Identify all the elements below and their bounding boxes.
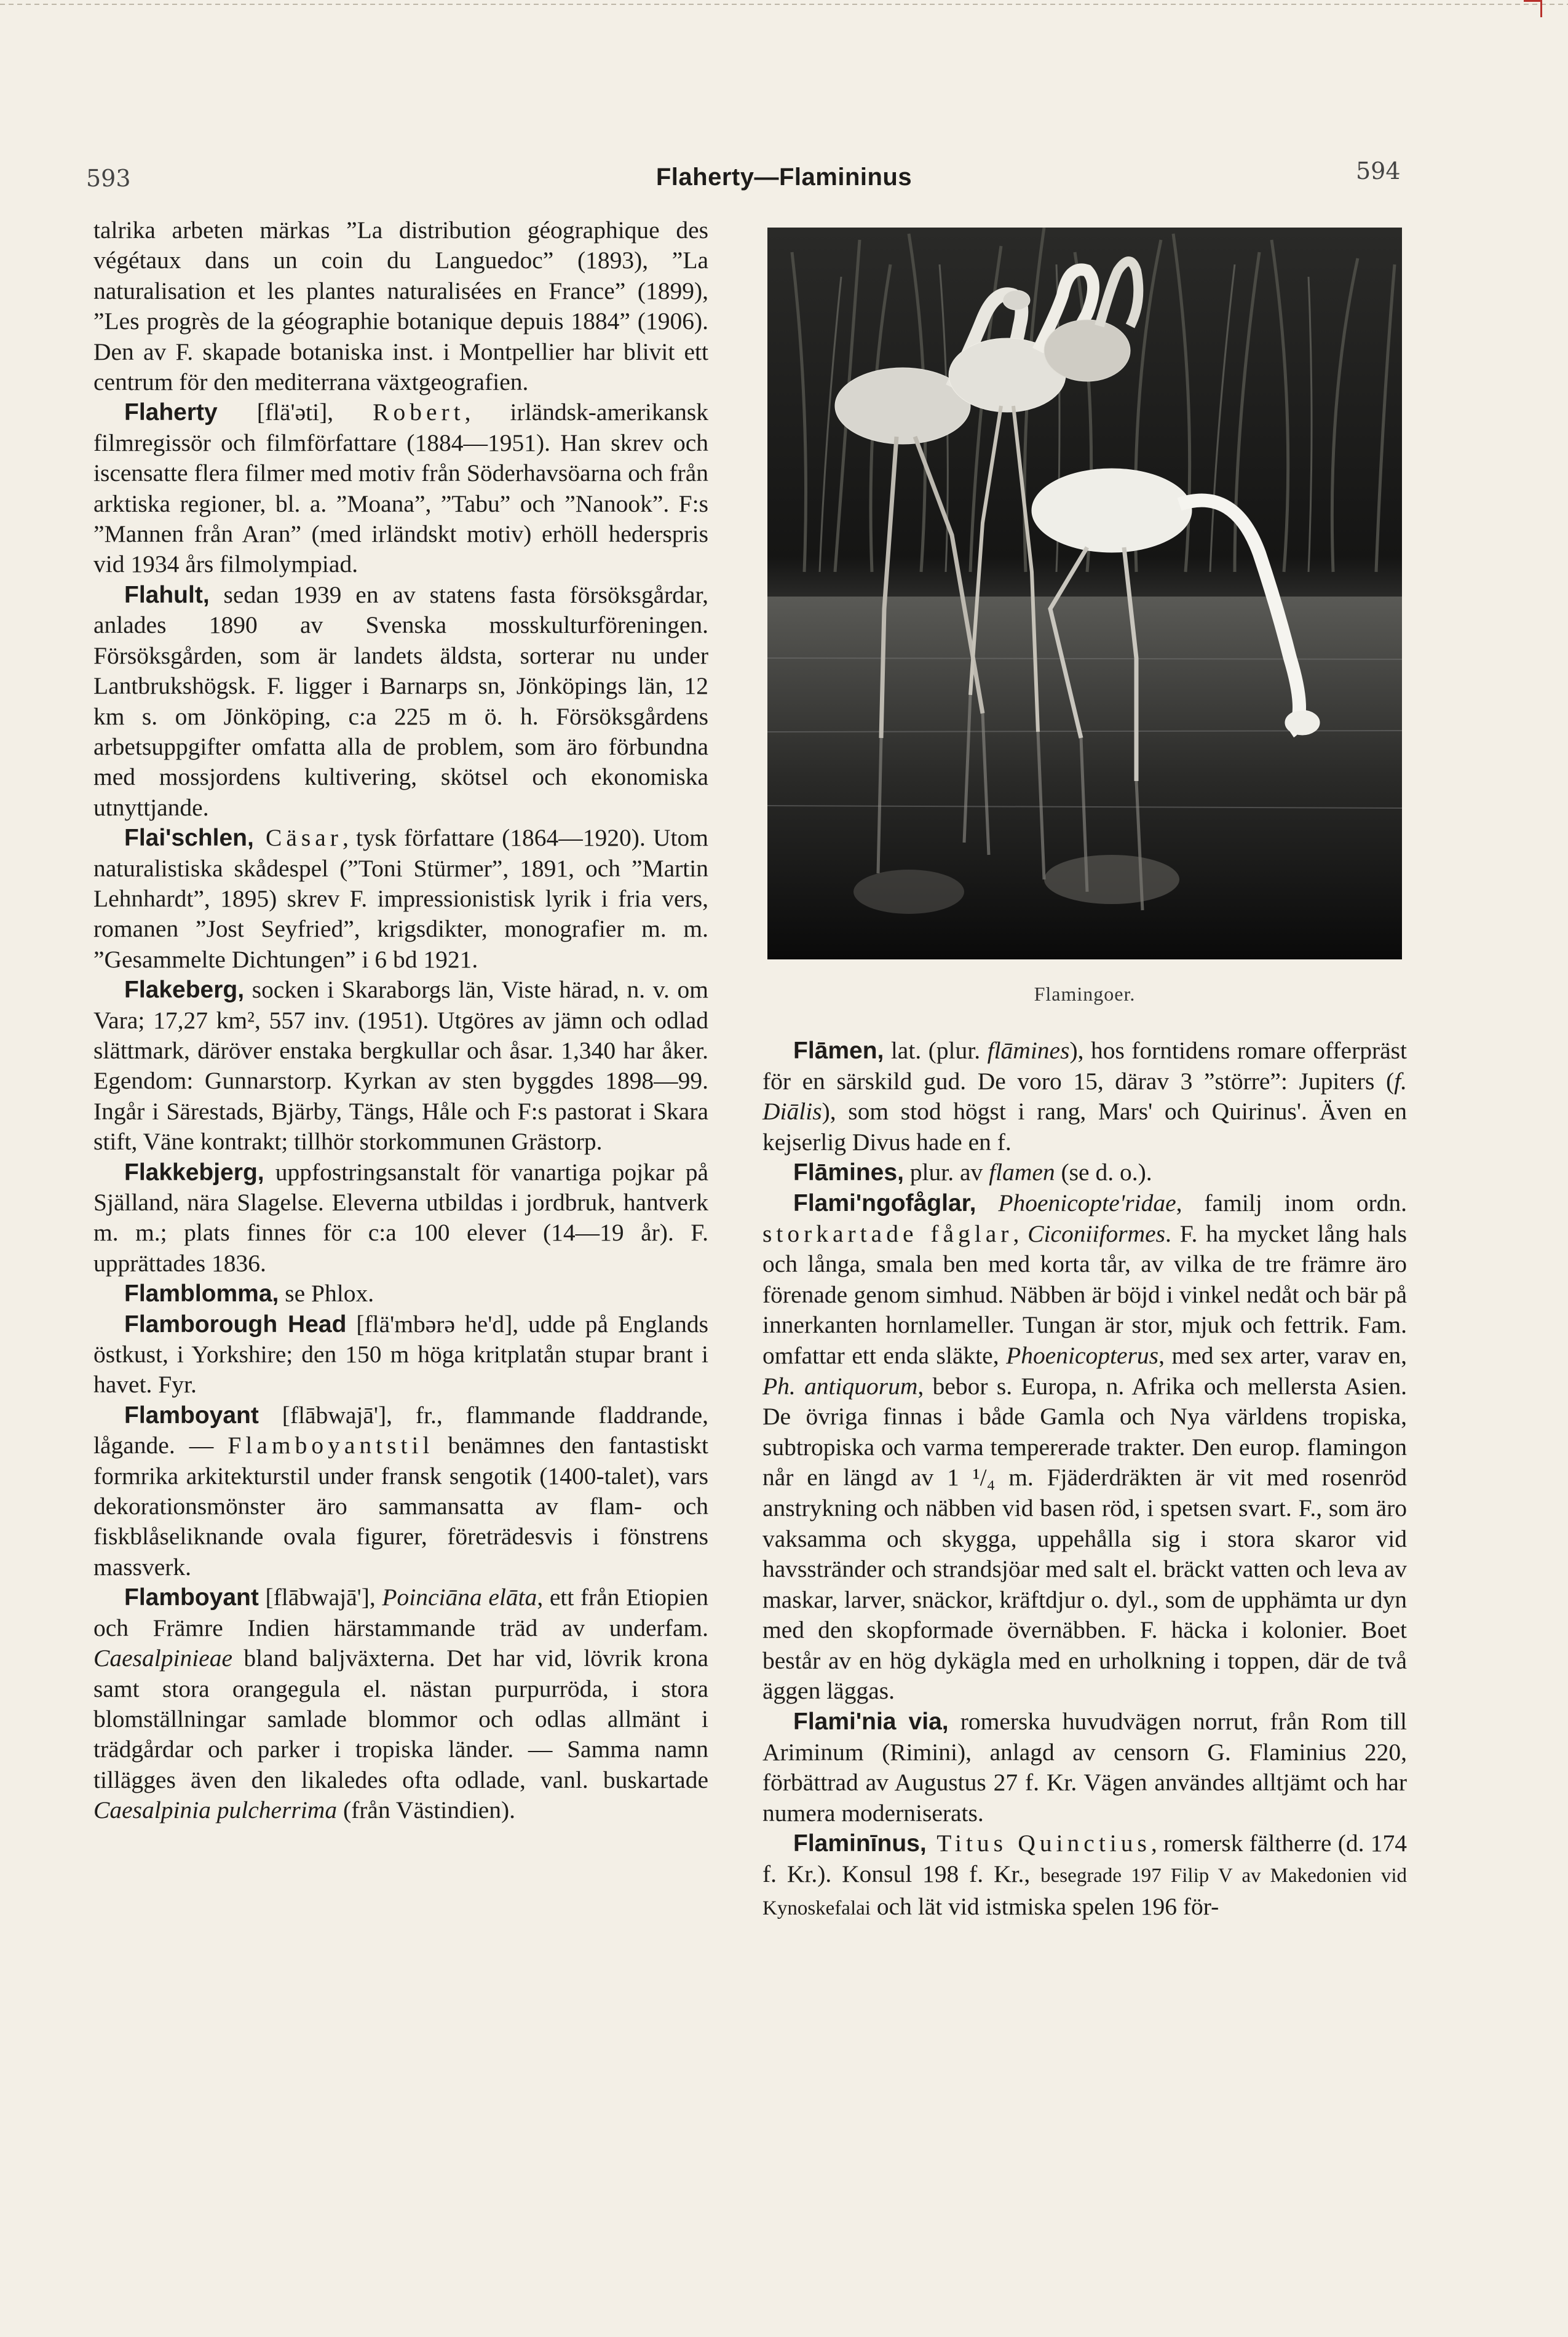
entry-flakeberg: Flakeberg, socken i Skaraborgs län, Viste härad, n. v. om Vara; 17,27 km², 557 inv. (1951). Utgöres av jämn och odlad slättmark, däröver enstaka bergkullar och åsar. 1,340 har åker. Egendom: Gunnarstorp. Kyrkan av sten byggdes 1898—99. Ingår i Särestads, Bjärby, Tängs, Håle och F:s pastorat i Skara stift, Väne kontrakt; tillhör storkommunen Grästorp. [93, 976, 708, 1156]
entry-flamboyant-tree: Flamboyant [flābwajā'], Poinciāna elāta, ett från Etiopien och Främre Indien härstammande träd av underfam. Caesalpinieae bland baljväxterna. Det har vid, lövrik krona samt stora orangegula el. nästan purpurröda, i stora blomställningar samlade blommor och odlas allmänt i trädgårdar och parker i tropiska länder. — Samma namn tillägges även den likaledes ofta odlade, vanl. buskartade Caesalpinia pulcherrima (från Västindien). [93, 1584, 708, 1824]
headword: Flakeberg, [124, 977, 245, 1004]
entry-flahult: Flahult, sedan 1939 en av statens fasta försöksgårdar, anlades 1890 av Svenska mosskulturföreningen. Försöksgården, som är landets äldsta, sorterar nu under Lantbrukshögsk. F. ligger i Barnarps sn, Jönköpings län, 12 km s. om Jönköping, c:a 225 m ö. h. Försöksgårdens arbetsuppgifter omfatta alla de problem, som äro förbundna med mossjordens kultivering, skötsel och ekonomiska utnyttjande. [93, 581, 708, 821]
entry-flamen: Flāmen, lat. (plur. flāmines), hos forntidens romare offerpräst för en särskild gud. De voro 15, därav 3 ”större”: Jupiters (f. Diālis), som stod högst i rang, Mars' och Quirinus'. Även en kejserlig Divus hade en f. [762, 1037, 1408, 1156]
entry-flakkebjerg: Flakkebjerg, uppfostringsanstalt för vanartiga pojkar på Själland, nära Slagelse. Eleverna utbildas i jordbruk, hantverk m. m.; plats finnes för c:a 100 elever (14—19 år). F. upprättades 1836. [93, 1158, 708, 1277]
person-name: Robert [373, 399, 465, 426]
left-column [93, 215, 708, 1826]
headword: Flāmines, [793, 1159, 904, 1186]
headword: Flamborough Head [124, 1311, 347, 1338]
headword: Flaminīnus, [793, 1830, 927, 1857]
entry-flaminia-via: Flami'nia via, romerska huvudvägen norrut, från Rom till Ariminum (Rimini), anlagd av censorn G. Flaminius 220, förbättrad av Augustus 27 f. Kr. Vägen användes alltjämt och har numera moderniserats. [762, 1708, 1407, 1827]
headword: Flamblomma, [124, 1280, 279, 1307]
entry-flamingofaglar: Flami'ngofåglar, Phoenicopte'ridae, familj inom ordn. storkartade fåglar, Ciconiiformes. F. ha mycket lång hals och långa, smala ben med korta tår, av vilka de tre främre äro förenade genom simhud. Näbben är böjd i vinkel nedåt och bär på innerkanten hornlameller. Tungan är stor, mjuk och fettrik. Fam. omfattar ett enda släkte, Phoenicopterus, med sex arter, varav en, Ph. antiquorum, bebor s. Europa, n. Afrika och mellersta Asien. De övriga finnas i både Gamla och Nya världens tropiska, subtropiska och varma tempererade trakter. Den europ. flamingon når en längd av 1 ¹/₄ m. Fjäderdräkten är vit med rosenröd anstrykning och näbben vid basen röd, i spetsen svart. F., som äro vaksamma och skygga, uppehålla sig i stora skaror vid havsstränder och strandsjöar med salt el. bräckt vatten och leva av maskar, larver, snäckor, kräftdjur o. dyl., som de upphämta ur dyn med den skopformade övernäbben. F. häcka i kolonier. Boet består av en hög dykägla med en urholkning i toppen, där de två äggen läggas. [762, 1189, 1408, 1705]
headword: Flamboyant [124, 1584, 259, 1611]
entry-flamblomma: Flamblomma, se Phlox. [124, 1280, 374, 1307]
flamingo-photograph [767, 228, 1402, 959]
figure-caption: Flamingoer. [1034, 983, 1136, 1005]
entry-flamines: Flāmines, plur. av flamen (se d. o.). [793, 1159, 1152, 1186]
running-head: Flaherty—Flamininus [655, 164, 913, 191]
headword: Flāmen, [793, 1038, 884, 1064]
headword: Flahult, [124, 581, 210, 608]
spaced-term: storkartade fåglar [762, 1220, 1013, 1247]
person-name: Titus Quinctius [926, 1830, 1151, 1857]
entry-flaherty: Flaherty [flä'əti], Robert, irländsk-amerikansk filmregissör och filmförfattare (1884—1951). Han skrev och iscensatte flera filmer med motiv från Söderhavsöarna och från arktiska regioner, bl. a. ”Moana”, ”Tabu” och ”Nanook”. F:s ”Mannen från Aran” (med irländskt motiv) erhöll hederspris vid 1934 års filmolympiad. [93, 399, 708, 578]
entry-flaischlen: Flai'schlen, Cäsar, tysk författare (1864—1920). Utom naturalistiska skådespel (”Toni Stürmer”, 1891, och ”Martin Lehnhardt”, 1895) skrev F. impressionistisk lyrik i fria vers, romanen ”Jost Seyfried”, krigsdikter, monografier m. m. ”Gesammelte Dichtungen” i 6 bd 1921. [93, 824, 708, 973]
flamingo-illustration [767, 228, 1402, 959]
entry-flamboyant-style: Flamboyant [flābwajā'], fr., flammande fladdrande, lågande. — Flamboyantstil benämnes den fantastiskt formrika arkitekturstil under fransk sengotik (1400-talet), vars dekorationsmönster äro sammansatta av flam- och fiskblåseliknande ovala figurer, företrädesvis i fönstrens massverk. [93, 1401, 708, 1581]
page-number-left: 593 [86, 165, 131, 192]
headword: Flami'nia via, [793, 1708, 949, 1736]
page-number-right: 594 [1356, 157, 1401, 184]
headword: Flami'ngofåglar, [793, 1189, 976, 1216]
person-name: Cäsar [253, 824, 343, 852]
headword: Flaherty [124, 399, 218, 426]
corner-crop-mark [1524, 0, 1542, 17]
entry-flamborough-head: Flamborough Head [flä'mbərə he'd], udde på Englands östkust, i Yorkshire; den 150 m höga kritplatån stupar brant i havet. Fyr. [93, 1310, 709, 1399]
spaced-term: Flamboyantstil [228, 1432, 434, 1459]
continuation-paragraph: talrika arbeten märkas ”La distribution géographique des végétaux dans un coin du Languedoc” (1893), ”La naturalisation et les plantes naturalisées en France” (1899), ”Les progrès de la géographie botanique depuis 1884” (1906). Den av F. skapade botaniska inst. i Montpellier har blivit ett centrum för den mediterrana växtgeografien. [93, 216, 708, 396]
headword: Flakkebjerg, [124, 1159, 264, 1186]
headword: Flamboyant [124, 1402, 259, 1429]
top-rule [0, 4, 1568, 5]
entry-flamininus: Flaminīnus, Titus Quinctius, romersk fältherre (d. 174 f. Kr.). Konsul 198 f. Kr., besegrade 197 Filip V av Makedonien vid Kynoskefalai och lät vid istmiska spelen 196 för- [762, 1830, 1407, 1920]
headword: Flai'schlen, [124, 825, 254, 852]
right-column [762, 1036, 1407, 1924]
